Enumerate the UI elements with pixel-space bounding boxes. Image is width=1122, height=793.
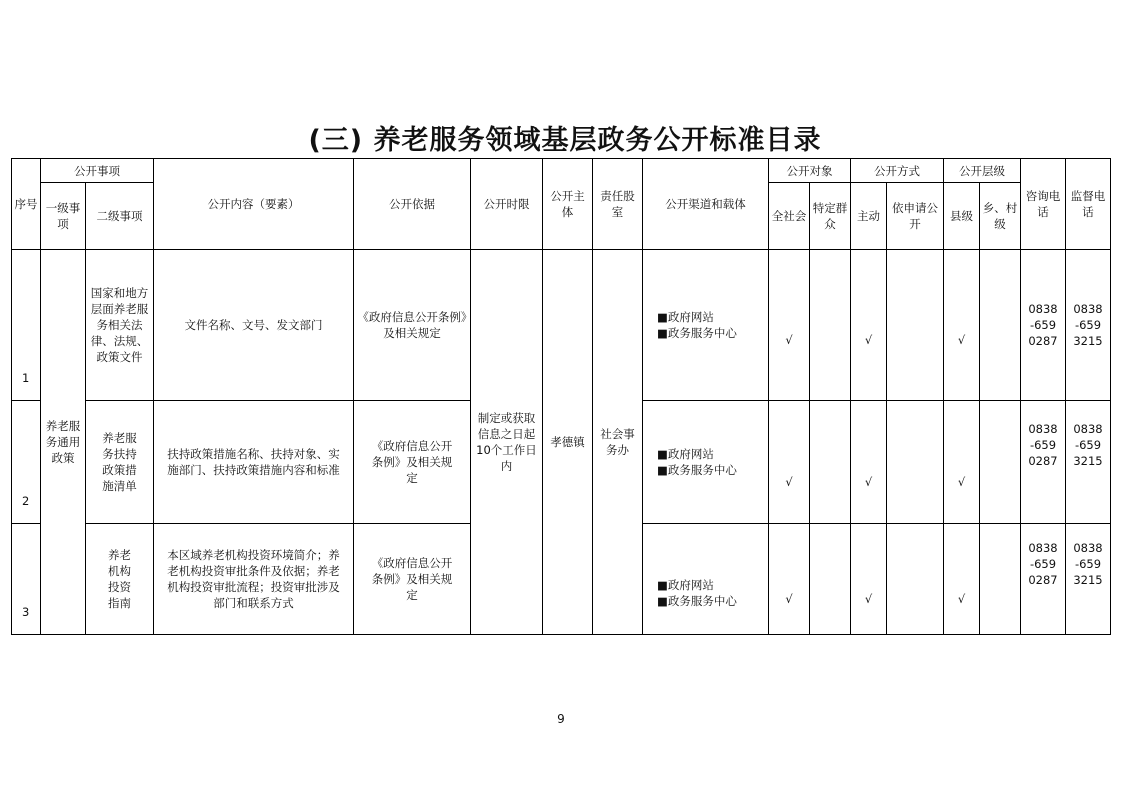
- row-index: 2: [12, 401, 41, 524]
- basis-cell: [354, 524, 471, 635]
- document-title: (三) 养老服务领域基层政务公开标准目录: [308, 125, 822, 156]
- channel-service-center: ■政务服务中心: [657, 594, 737, 608]
- consult-tel-cell: [1021, 401, 1066, 524]
- consult-tel-cell: [1021, 250, 1066, 401]
- channel-website: ■政府网站: [657, 578, 714, 592]
- channel-cell: [643, 401, 769, 524]
- row-index: 3: [12, 524, 41, 635]
- content-text: 扶持政策措施名称、扶持对象、实施部门、扶持政策措施内容和标准: [167, 447, 340, 477]
- empty-cell: [887, 250, 944, 401]
- supervise-tel-value: 0838-6593215: [1073, 541, 1103, 587]
- basis-cell: [354, 401, 471, 524]
- supervise-tel-cell: [1066, 401, 1111, 524]
- header-dept: 责任股室: [593, 159, 643, 250]
- header-channel: 公开渠道和载体: [643, 159, 769, 250]
- channel-service-center: ■政务服务中心: [657, 326, 737, 340]
- check-mark: √: [851, 250, 887, 401]
- header-consult-tel: 咨询电话: [1021, 159, 1066, 250]
- header-level: 公开层级: [944, 159, 1021, 183]
- supervise-tel-cell: [1066, 250, 1111, 401]
- content-cell: [154, 524, 354, 635]
- check-mark: √: [851, 401, 887, 524]
- empty-cell: [887, 524, 944, 635]
- empty-cell: [810, 401, 851, 524]
- level2-cell: [86, 524, 154, 635]
- consult-tel-value: 0838-6590287: [1028, 541, 1058, 587]
- channel-website: ■政府网站: [657, 310, 714, 324]
- check-mark: √: [944, 524, 980, 635]
- empty-cell: [980, 401, 1021, 524]
- empty-cell: [980, 250, 1021, 401]
- supervise-tel-cell: [1066, 524, 1111, 635]
- consult-tel-cell: [1021, 524, 1066, 635]
- check-mark: √: [944, 401, 980, 524]
- header-time-limit: 公开时限: [471, 159, 543, 250]
- content-text: 本区域养老机构投资环境简介；养老机构投资审批条件及依据；养老机构投资审批流程；投资审批涉及部门和联系方式: [167, 548, 340, 610]
- check-mark: √: [769, 250, 810, 401]
- header-method-request: 依申请公开: [887, 183, 944, 250]
- header-supervise-tel: 监督电话: [1066, 159, 1111, 250]
- header-seq: 序号: [12, 159, 41, 250]
- table-row: [12, 250, 1111, 401]
- level1-cell: 养老服务通用政策: [41, 250, 86, 635]
- header-basis: 公开依据: [354, 159, 471, 250]
- empty-cell: [980, 524, 1021, 635]
- supervise-tel-value: 0838-6593215: [1073, 302, 1103, 348]
- header-method-active: 主动: [851, 183, 887, 250]
- dept-cell: 社会事务办: [593, 250, 643, 635]
- basis-text: 《政府信息公开条例》及相关规定: [371, 439, 453, 485]
- level2-cell: 国家和地方层面养老服务相关法律、法规、政策文件: [86, 250, 154, 401]
- check-mark: √: [851, 524, 887, 635]
- row-index: 1: [12, 250, 41, 401]
- channel-website: ■政府网站: [657, 447, 714, 461]
- channel-cell: [643, 524, 769, 635]
- header-content: 公开内容（要素）: [154, 159, 354, 250]
- check-mark: √: [944, 250, 980, 401]
- check-mark: √: [769, 524, 810, 635]
- header-public-items: 公开事项: [41, 159, 154, 183]
- content-cell: 文件名称、文号、发文部门: [154, 250, 354, 401]
- empty-cell: [887, 401, 944, 524]
- header-level-village: 乡、村级: [980, 183, 1021, 250]
- basis-text: 《政府信息公开条例》及相关规定: [371, 556, 453, 602]
- level2-cell: [86, 401, 154, 524]
- header-target-all: 全社会: [769, 183, 810, 250]
- consult-tel-value: 0838-6590287: [1028, 302, 1058, 348]
- header-subject: 公开主体: [543, 159, 593, 250]
- channel-cell: [643, 250, 769, 401]
- header-row-1: [12, 159, 1111, 183]
- level2-text: 养老服务扶持政策措施清单: [102, 431, 137, 493]
- check-mark: √: [769, 401, 810, 524]
- content-cell: [154, 401, 354, 524]
- page-number: 9: [557, 712, 565, 726]
- header-target: 公开对象: [769, 159, 851, 183]
- header-level2: 二级事项: [86, 183, 154, 250]
- time-limit-cell: 制定或获取信息之日起10个工作日内: [471, 250, 543, 635]
- channel-service-center: ■政务服务中心: [657, 463, 737, 477]
- header-level-county: 县级: [944, 183, 980, 250]
- standards-table: [11, 158, 1111, 635]
- empty-cell: [810, 524, 851, 635]
- consult-tel-value: 0838-6590287: [1028, 422, 1058, 468]
- basis-cell: 《政府信息公开条例》及相关规定: [354, 250, 471, 401]
- level2-text: 养老机构投资指南: [108, 548, 131, 610]
- empty-cell: [810, 250, 851, 401]
- header-level1: 一级事项: [41, 183, 86, 250]
- supervise-tel-value: 0838-6593215: [1073, 422, 1103, 468]
- subject-cell: 孝德镇: [543, 250, 593, 635]
- header-target-specific: 特定群众: [810, 183, 851, 250]
- header-method: 公开方式: [851, 159, 944, 183]
